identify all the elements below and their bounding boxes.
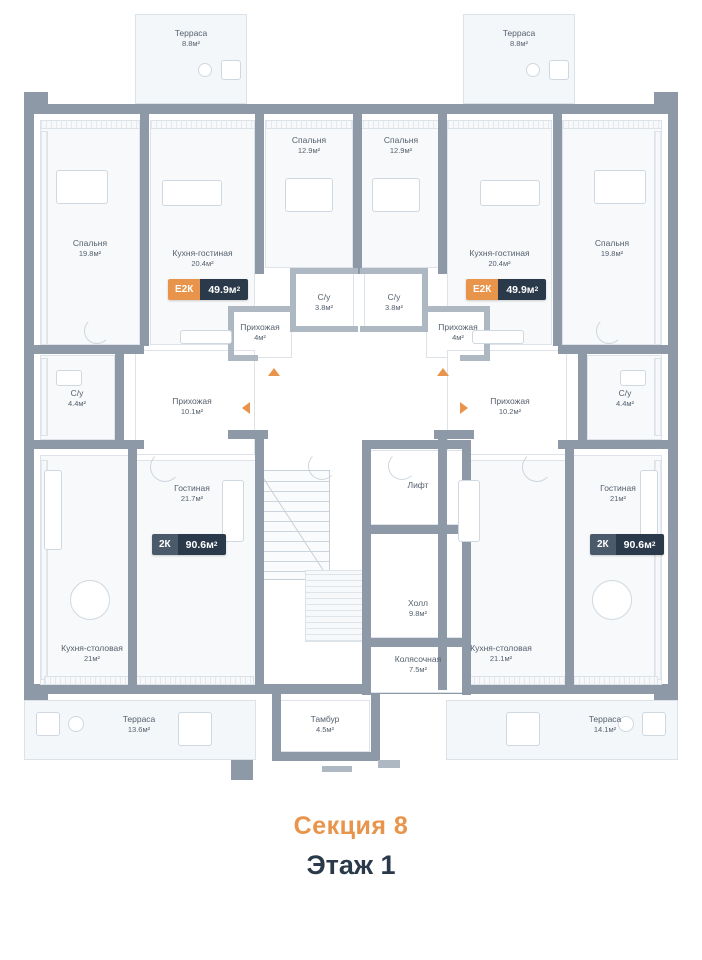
label-hall-core: Холл 9.8м² (407, 598, 429, 618)
wall-core (362, 440, 470, 449)
furniture-bed (56, 170, 108, 204)
apartment-badge-2k-left[interactable]: 2К 90.6м 2 (152, 534, 226, 555)
label-kitchen-dining-right: Кухня-столовая 21.1м² (470, 643, 532, 663)
label-kitchen-living-left: Кухня-гостиная 20.4м² (172, 248, 233, 268)
room-bedroom-left (40, 120, 140, 345)
room-hall-left (135, 350, 255, 455)
window-strip (40, 358, 48, 436)
furniture-wc (620, 370, 646, 386)
partition (290, 326, 358, 332)
label-terrace-bottom-left: Терраса 13.6м² (122, 714, 156, 734)
wall-v (553, 114, 562, 346)
wall-v (438, 430, 447, 690)
furniture-chair (221, 60, 241, 80)
room-hall-core (370, 533, 465, 638)
furniture-bed (594, 170, 646, 204)
window-strip (357, 120, 445, 129)
window-strip (44, 676, 254, 685)
furniture-sofa (222, 480, 244, 542)
partition (228, 306, 290, 312)
partition (422, 268, 428, 330)
partition (360, 268, 428, 274)
terrace-top-right (463, 14, 575, 104)
wall-h (558, 345, 668, 354)
wall-h (34, 440, 144, 449)
window-strip (562, 120, 662, 129)
partition (290, 268, 296, 330)
furniture-dining-table (70, 580, 110, 620)
outer-wall-top (24, 104, 678, 114)
terrace-top-left (135, 14, 247, 104)
badge-area: 49.9м 2 (200, 279, 248, 300)
label-stroller: Колясочная 7.5м² (394, 654, 442, 674)
wall-core (462, 440, 471, 695)
label-bedroom-right: Спальня 19.8м² (594, 238, 630, 258)
apartment-badge-2k-right[interactable]: 2К 90.6м 2 (590, 534, 664, 555)
wall-v (255, 430, 264, 690)
entry-block (231, 760, 253, 780)
label-hall-right-inner: Прихожая 4м² (438, 322, 478, 342)
window-strip (448, 676, 658, 685)
window-strip (447, 120, 552, 129)
entrance-arrow-up-left (268, 368, 280, 376)
wall-h (34, 345, 144, 354)
partition (460, 355, 490, 361)
room-bedroom-right (562, 120, 662, 345)
door-arc (522, 452, 552, 482)
outer-wall-right (668, 104, 678, 694)
wall-v (565, 449, 574, 689)
wall-thin (322, 766, 352, 772)
partition (360, 326, 428, 332)
furniture-counter (180, 330, 232, 344)
room-wc-right-outer (587, 355, 662, 440)
label-living-right: Гостиная 21м² (600, 483, 636, 503)
door-arc (596, 318, 622, 344)
door-arc (84, 318, 110, 344)
furniture-bed (372, 178, 420, 212)
furniture-sofa (162, 180, 222, 206)
label-wc-left-inner: С/у 3.8м² (314, 292, 334, 312)
label-bedroom-right-inner: Спальня 12.9м² (383, 135, 419, 155)
label-lift: Лифт (407, 480, 429, 490)
wall-h (228, 430, 268, 439)
wall-v (353, 114, 362, 274)
furniture-dining-table (592, 580, 632, 620)
room-stroller (370, 645, 465, 693)
wall-core (362, 638, 470, 647)
wall-core (362, 525, 470, 534)
wall-vestibule (272, 694, 281, 756)
partition (428, 306, 490, 312)
room-wc-left-inner (294, 272, 354, 330)
window-strip (150, 120, 255, 129)
furniture-round (198, 63, 212, 77)
wall-vestibule (371, 694, 380, 760)
floor-title: Этаж 1 (306, 850, 396, 880)
furniture-chair (642, 712, 666, 736)
label-hall-left-inner: Прихожая 4м² (240, 322, 280, 342)
label-hall-right: Прихожая 10.2м² (490, 396, 530, 416)
furniture-wc (56, 370, 82, 386)
furniture-kitchen-unit (44, 470, 62, 550)
label-wc-right-outer: С/у 4.4м² (615, 388, 635, 408)
wall-v (128, 449, 137, 689)
window-strip (40, 131, 48, 345)
wall-thin (378, 760, 400, 768)
wall-v (140, 114, 149, 346)
label-wc-left-outer: С/у 4.4м² (67, 388, 87, 408)
door-arc (308, 452, 336, 480)
wall-core (362, 440, 371, 695)
label-hall-left: Прихожая 10.1м² (172, 396, 212, 416)
partition (290, 268, 358, 274)
label-bedroom-left: Спальня 19.8м² (72, 238, 108, 258)
wall-h (434, 430, 474, 439)
room-wc-right-inner (364, 272, 424, 330)
entrance-arrow-right (460, 402, 468, 414)
door-arc (150, 452, 180, 482)
wall-v (255, 114, 264, 274)
window-strip (654, 131, 662, 345)
furniture-round (618, 716, 634, 732)
window-strip (654, 358, 662, 436)
furniture-bed (285, 178, 333, 212)
furniture-chair (36, 712, 60, 736)
corner-block (654, 92, 678, 114)
badge-area: 90.6м 2 (178, 534, 226, 555)
door-arc (388, 452, 416, 480)
wall-vestibule (272, 752, 380, 761)
furniture-table (506, 712, 540, 746)
furniture-counter (472, 330, 524, 344)
badge-area: 90.6м 2 (616, 534, 664, 555)
apartment-badge-e2k-right[interactable]: Е2К 49.9м 2 (466, 279, 546, 300)
furniture-sofa (480, 180, 540, 206)
apartment-badge-e2k-left[interactable]: Е2К 49.9м 2 (168, 279, 248, 300)
room-vestibule (280, 700, 370, 752)
room-wc-left-outer (40, 355, 115, 440)
entrance-arrow-up-right (437, 368, 449, 376)
wall-v (115, 345, 124, 445)
furniture-table (178, 712, 212, 746)
wall-v (438, 114, 447, 274)
furniture-round (68, 716, 84, 732)
window-strip (40, 120, 140, 129)
label-kitchen-dining-left: Кухня-столовая 21м² (61, 643, 123, 663)
label-living-left: Гостиная 21.7м² (174, 483, 210, 503)
wall-h (558, 440, 668, 449)
outer-wall-bottom (24, 684, 678, 694)
wall-v (578, 345, 587, 445)
furniture-sofa (458, 480, 480, 542)
label-terrace-top-right: Терраса 8.8м² (502, 28, 536, 48)
label-bedroom-left-inner: Спальня 12.9м² (291, 135, 327, 155)
label-terrace-bottom-right: Терраса 14.1м² (588, 714, 622, 734)
section-title: Секция 8 (293, 812, 409, 840)
furniture-chair (549, 60, 569, 80)
badge-area: 49.9м 2 (498, 279, 546, 300)
label-wc-right-inner: С/у 3.8м² (384, 292, 404, 312)
entrance-arrow-left (242, 402, 250, 414)
window-strip (265, 120, 353, 129)
label-kitchen-living-right: Кухня-гостиная 20.4м² (469, 248, 530, 268)
outer-wall-left (24, 104, 34, 694)
label-terrace-top-left: Терраса 8.8м² (174, 28, 208, 48)
label-vestibule: Тамбур 4.5м² (310, 714, 340, 734)
room-lift (370, 450, 465, 525)
corner-block (24, 92, 48, 114)
partition (228, 355, 258, 361)
furniture-round (526, 63, 540, 77)
staircase-lower-run (305, 570, 367, 642)
